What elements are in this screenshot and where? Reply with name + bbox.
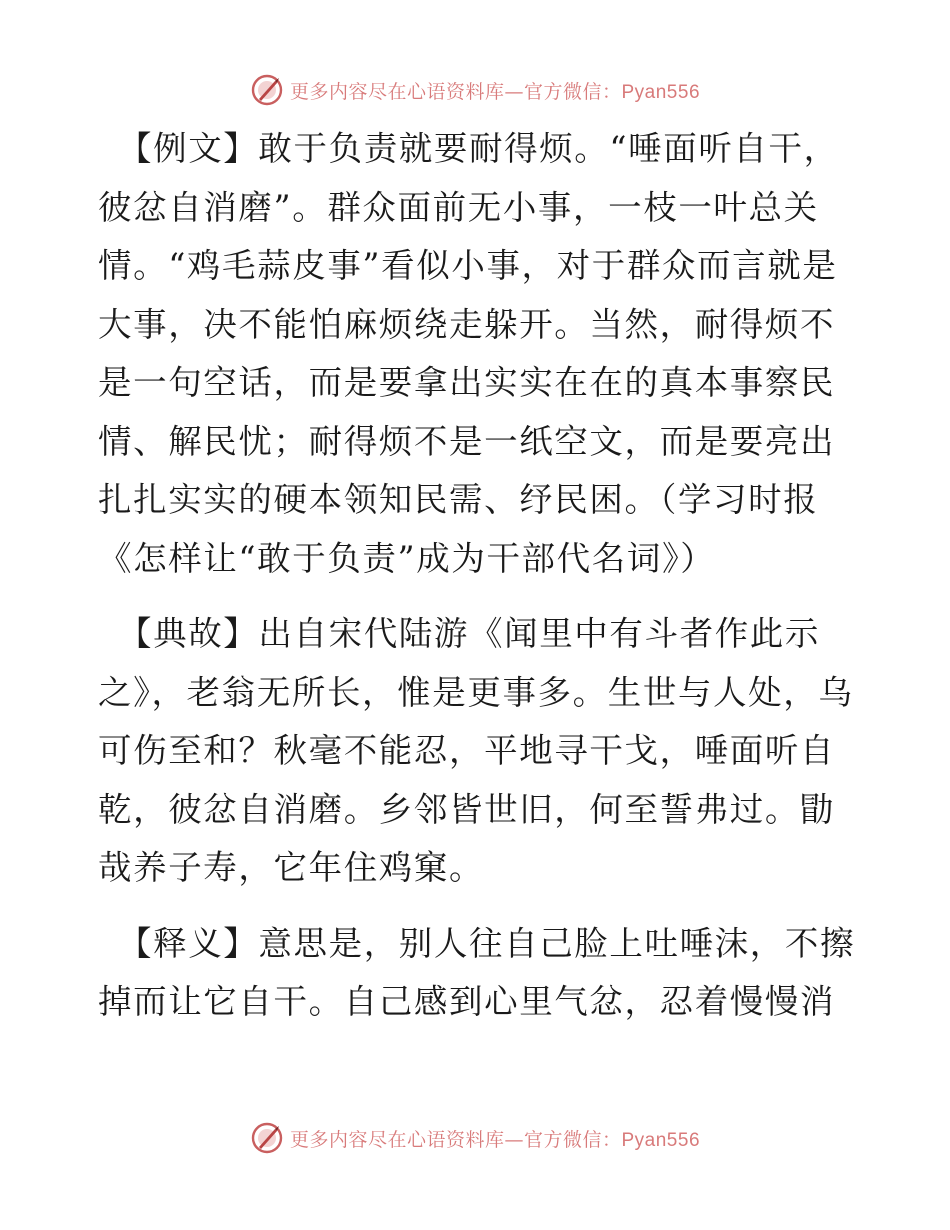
footer-banner-id: Pyan556 bbox=[621, 1129, 701, 1151]
header-banner-text: 更多内容尽在心语资料库—官方微信： bbox=[289, 80, 622, 103]
footer-banner-text: 更多内容尽在心语资料库—官方微信： bbox=[289, 1128, 622, 1151]
paragraph-example: 【例文】敢于负责就要耐得烦。“唾面听自干，彼忿自消磨”。群众面前无小事，一枝一叶总关情。“鸡毛蒜皮事”看似小事，对于群众而言就是大事，决不能怕麻烦绕走躲开。当然，耐得烦不是一句空话，而是要拿出实实在在的真本事察民情、解民忧；耐得烦不是一纸空文，而是要亮出扎扎实实的硬本领知民需、纾民困。（学习时报《怎样让“敢于负责”成为干部代名词》） bbox=[98, 129, 839, 578]
paragraph-allusion: 【典故】出自宋代陆游《闻里中有斗者作此示之》，老翁无所长，惟是更事多。生世与人处，乌可伤至和？秋毫不能忍，平地寻干戈，唾面听自乾，彼忿自消磨。乡邻皆世旧，何至誓弗过。勖哉养子寿，它年住鸡窠。 bbox=[98, 614, 854, 887]
header-banner bbox=[0, 70, 950, 110]
header-banner-id: Pyan556 bbox=[621, 81, 701, 103]
paragraph-meaning: 【释义】意思是，别人往自己脸上吐唾沫，不擦掉而让它自干。自己感到心里气忿，忍着慢慢消 bbox=[98, 923, 856, 1021]
document-body bbox=[98, 120, 858, 1049]
quill-logo-icon bbox=[250, 1121, 284, 1155]
quill-logo-icon bbox=[250, 73, 284, 107]
footer-banner bbox=[0, 1118, 950, 1158]
